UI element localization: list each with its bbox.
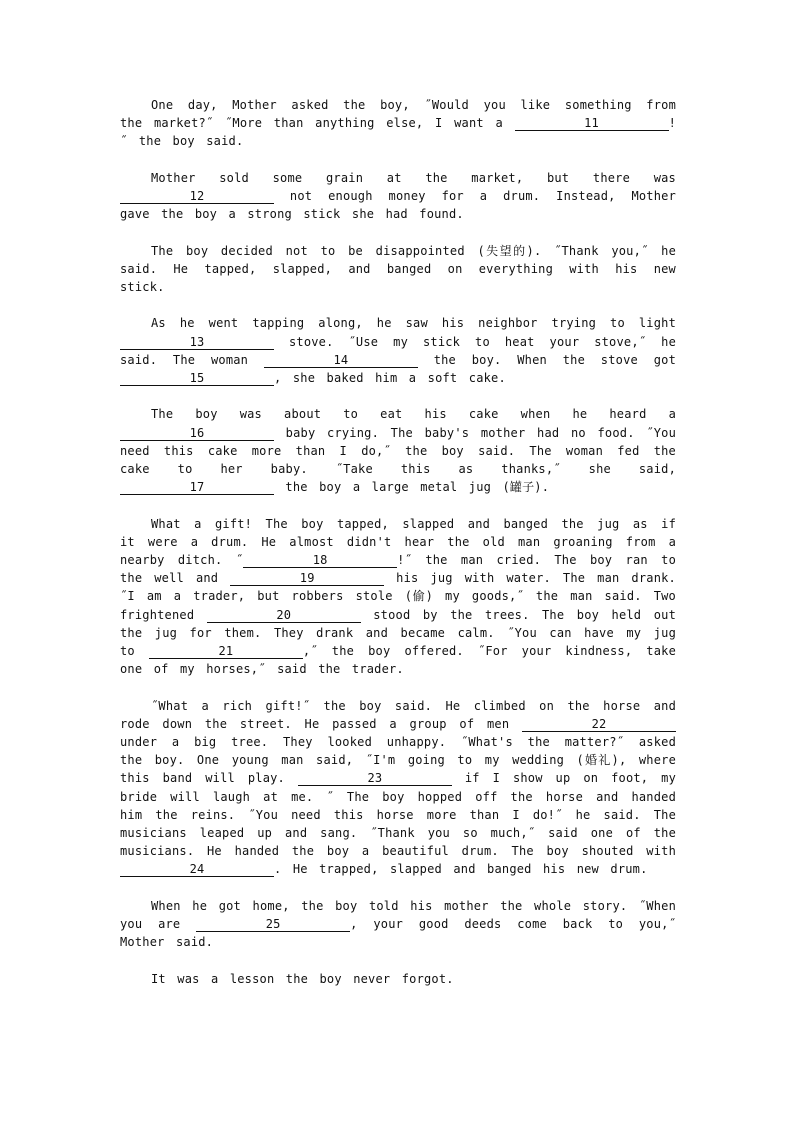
paragraph bbox=[120, 697, 688, 879]
answer-blank-23: 23 bbox=[298, 772, 452, 786]
paragraph-text: !˝ the boy said. bbox=[120, 116, 676, 149]
paragraph-text: stove. ˝Use my stick to heat your stove,˝ he said. The woman bbox=[120, 334, 688, 367]
answer-blank-15: 15 bbox=[120, 372, 274, 386]
paragraph-text: !˝ the man cried. The boy ran to the well and bbox=[120, 553, 688, 586]
paragraph bbox=[120, 96, 688, 151]
paragraph-text: his jug with water. The man drank. ˝I am a trader, but robbers stole (偷) my goods,˝ the man said. Two frightened bbox=[120, 571, 688, 622]
paragraph bbox=[120, 970, 676, 988]
paragraph-text: The boy was about to eat his cake when he heard a bbox=[151, 407, 688, 422]
answer-blank-17: 17 bbox=[120, 481, 274, 495]
paragraph bbox=[120, 314, 688, 387]
answer-blank-20: 20 bbox=[207, 609, 361, 623]
paragraph-text: As he went tapping along, he saw his neighbor trying to light bbox=[151, 316, 688, 331]
answer-blank-24: 24 bbox=[120, 863, 274, 877]
paragraph-text: What a gift! The boy tapped, slapped and banged the jug as if it were a drum. He almost didn't hear the old man groaning from a nearby ditch. ˝ bbox=[120, 516, 688, 567]
answer-blank-18: 18 bbox=[243, 554, 397, 568]
cloze-passage bbox=[120, 96, 688, 1006]
paragraph-text: . He trapped, slapped and banged his new drum. bbox=[274, 862, 648, 877]
answer-blank-14: 14 bbox=[264, 354, 418, 368]
paragraph-text: Mother sold some grain at the market, but there was bbox=[151, 170, 688, 185]
answer-blank-22: 22 bbox=[522, 718, 676, 732]
paragraph-text: baby crying. The baby's mother had no food. ˝You need this cake more than I do,˝ the boy said. The woman fed the cake to her baby. ˝Take this as thanks,˝ she said, bbox=[120, 425, 688, 476]
paragraph-text: under a big tree. They looked unhappy. ˝What's the matter?˝ asked the boy. One young man said, ˝I'm going to my wedding (婚礼), where this band will play. bbox=[120, 716, 688, 786]
paragraph-text: The boy decided not to be disappointed (失望的). ˝Thank you,˝ he said. He tapped, slapped, and banged on everything with his new stick. bbox=[120, 243, 688, 294]
paragraph bbox=[120, 242, 688, 297]
answer-blank-21: 21 bbox=[149, 645, 303, 659]
paragraph-text: stood by the trees. The boy held out the jug for them. They drank and became calm. ˝You can have my jug to bbox=[120, 607, 688, 659]
paragraph-text: if I show up on foot, my bride will laugh at me. ˝ The boy hopped off the horse and handed him the reins. ˝You need this horse more than I do!˝ he said. The musicians leaped up and sang. ˝Thank you so much,˝ said one of the musicians. He handed the boy a beautiful drum. The boy shouted with bbox=[120, 771, 688, 859]
paragraph-text: , your good deeds come back to you,˝ Mother said. bbox=[120, 917, 688, 950]
paragraph bbox=[120, 515, 688, 679]
paragraph bbox=[120, 897, 688, 952]
answer-blank-12: 12 bbox=[120, 190, 274, 204]
answer-blank-11: 11 bbox=[515, 117, 669, 131]
paragraph-text: ,˝ the boy offered. ˝For your kindness, take one of my horses,˝ said the trader. bbox=[120, 644, 688, 677]
paragraph-text: When he got home, the boy told his mother the whole story. ˝When you are bbox=[120, 898, 688, 932]
answer-blank-13: 13 bbox=[120, 336, 274, 350]
paragraph-text: the boy. When the stove got bbox=[417, 352, 688, 367]
paragraph-text: , she baked him a soft cake. bbox=[274, 371, 506, 385]
paragraph-text: not enough money for a drum. Instead, Mother gave the boy a strong stick she had found. bbox=[120, 189, 688, 222]
answer-blank-19: 19 bbox=[230, 572, 384, 586]
paragraph-text: the boy a large metal jug (罐子). bbox=[274, 480, 550, 495]
paragraph-text: One day, Mother asked the boy, ˝Would you like something from the market?˝ ˝More than anything else, I want a bbox=[120, 98, 688, 131]
paragraph bbox=[120, 405, 688, 496]
answer-blank-16: 16 bbox=[120, 427, 274, 441]
answer-blank-25: 25 bbox=[196, 918, 350, 932]
paragraph-text: ˝What a rich gift!˝ the boy said. He climbed on the horse and rode down the street. He passed a group of men bbox=[120, 698, 688, 731]
paragraph bbox=[120, 169, 688, 224]
paragraph-text: It was a lesson the boy never forgot. bbox=[151, 971, 454, 986]
